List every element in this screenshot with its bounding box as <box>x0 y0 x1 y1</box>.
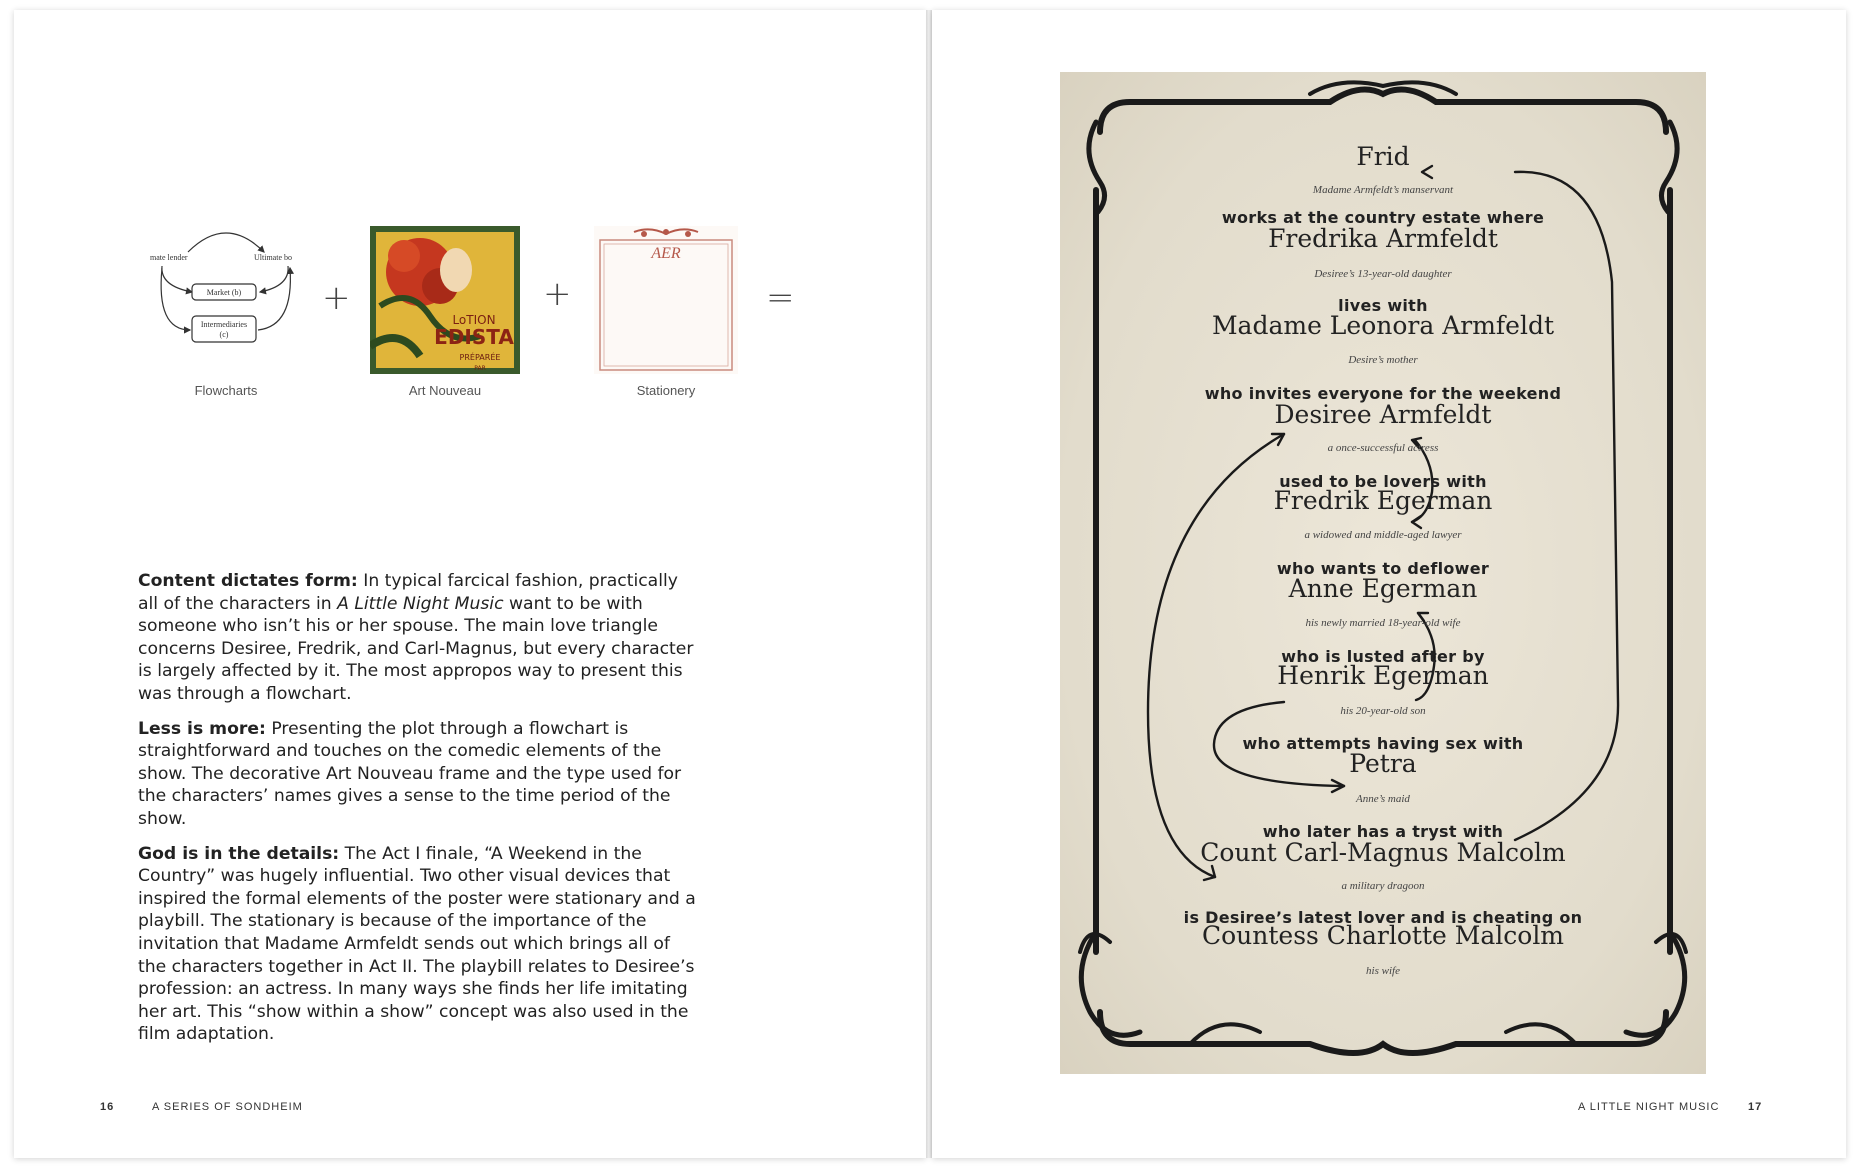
poster-character-description: his 20-year-old son <box>1340 705 1426 717</box>
right-running-title: A LITTLE NIGHT MUSIC <box>1578 1101 1720 1113</box>
poster-relationship-connector: who invites everyone for the weekend <box>1204 384 1562 403</box>
poster-character-name: Fredrika Armfeldt <box>1268 224 1498 253</box>
caption-art-nouveau: Art Nouveau <box>408 383 482 398</box>
poster-character-description: his wife <box>1366 965 1400 977</box>
paragraph-less-is-more: Less is more: Presenting the plot through a flowchart is straightforward and touches on the comedic elements of the show. The decorative Art Nouveau frame and the type used for the characters’ names gives a sense to the time period of the show. <box>138 718 682 829</box>
poster-character-description: a once-successful actress <box>1327 442 1439 454</box>
left-page-number: 16 <box>100 1101 115 1113</box>
flowchart-poster <box>1060 72 1706 1074</box>
poster-word-preparee: PRÉPARÉE <box>459 353 501 362</box>
caption-flowcharts: Flowcharts <box>194 383 258 398</box>
poster-character-description: Desire’s mother <box>1348 354 1418 366</box>
poster-relationship-connector: who wants to deflower <box>1276 559 1490 578</box>
body-text <box>138 570 698 1058</box>
poster-word-lotion: LoTION <box>452 313 496 327</box>
poster-character-name: Fredrik Egerman <box>1273 486 1493 515</box>
poster-word-par: PAR <box>474 365 486 372</box>
flowchart-box-intermediaries-sub: (c) <box>219 330 229 339</box>
poster-character-description: Anne’s maid <box>1356 793 1410 805</box>
flowchart-left-label: mate lender <box>150 253 188 262</box>
poster-relationship-connector: used to be lovers with <box>1279 472 1487 491</box>
poster-character-description: a widowed and middle-aged lawyer <box>1304 529 1462 541</box>
poster-character-name: Madame Leonora Armfeldt <box>1211 311 1555 340</box>
paragraph-content-dictates-form: Content dictates form: In typical farcical fashion, practically all of the characters in A Little Night Music want to be with someone who isn’t his or her spouse. The main love triangle concerns Desiree, Fredrik, and Carl-Magnus, but every character is largely affected by it. The most appropos way to present this was through a flowchart. <box>138 571 694 704</box>
poster-character-name: Frid <box>1356 142 1410 171</box>
left-running-title: A SERIES OF SONDHEIM <box>152 1101 303 1113</box>
plus-operator-1: + <box>322 278 351 318</box>
plus-operator-2: + <box>543 274 572 314</box>
stationery-thumbnail <box>594 226 738 374</box>
paragraph-god-is-in-the-details: God is in the details: The Act I finale, “A Weekend in the Country” was hugely influential. Two other visual devices that inspired the formal elements of the poster were stationary and a playbill. The stationary is because of the importance of the invitation that Madame Armfeldt sends out which brings all of the characters together in Act II. The playbill relates to Desiree’s profession: an actress. In many ways she finds her life imitating her art. This “show within a show” concept was also used in the film adaptation. <box>138 843 696 1045</box>
poster-character-description: a military dragoon <box>1341 880 1425 892</box>
caption-stationery: Stationery <box>636 383 696 398</box>
poster-character-name: Henrik Egerman <box>1277 661 1489 690</box>
flowchart-box-market: Market (b) <box>206 288 242 297</box>
stationery-monogram: AER <box>651 245 681 262</box>
poster-character-name: Petra <box>1349 749 1417 778</box>
poster-relationship-connector: lives with <box>1338 296 1428 315</box>
poster-word-edista: EDISTA <box>434 325 514 349</box>
poster-character-name: Desiree Armfeldt <box>1274 400 1492 429</box>
poster-relationship-connector: who later has a tryst with <box>1262 822 1504 841</box>
poster-relationship-connector: works at the country estate where <box>1221 208 1545 227</box>
poster-character-name: Count Carl-Magnus Malcolm <box>1200 838 1566 867</box>
art-nouveau-thumbnail <box>370 226 520 374</box>
poster-relationship-connector: who attempts having sex with <box>1242 734 1524 753</box>
poster-character-description: Desiree’s 13-year-old daughter <box>1314 268 1452 280</box>
flowchart-thumbnail <box>148 222 304 350</box>
poster-character-description: his newly married 18-year-old wife <box>1305 617 1461 629</box>
poster-character-name: Anne Egerman <box>1288 574 1478 603</box>
equals-operator: = <box>766 278 795 318</box>
flowchart-box-intermediaries: Intermediaries <box>200 320 248 329</box>
poster-relationship-connector: who is lusted after by <box>1281 647 1485 666</box>
flowchart-right-label: Ultimate bo <box>254 253 292 262</box>
poster-relationship-connector: is Desiree’s latest lover and is cheating on <box>1183 908 1583 927</box>
poster-character-description: Madame Armfeldt’s manservant <box>1312 184 1454 196</box>
poster-character-name: Countess Charlotte Malcolm <box>1201 921 1565 950</box>
right-page-number: 17 <box>1748 1101 1763 1113</box>
